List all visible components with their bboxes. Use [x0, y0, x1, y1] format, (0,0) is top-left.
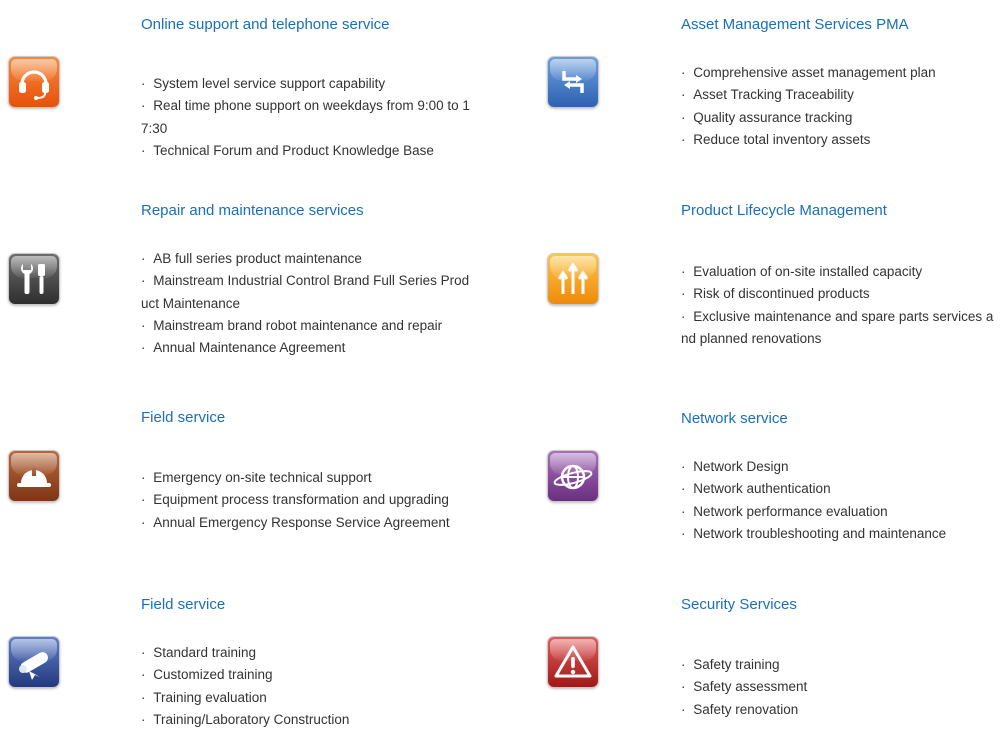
service-item-list — [681, 654, 996, 721]
list-item: · Mainstream brand robot maintenance and repair — [141, 315, 471, 337]
service-title: Repair and maintenance services — [141, 202, 364, 219]
tools-icon — [9, 254, 59, 304]
list-item: · Reduce total inventory assets — [681, 129, 996, 151]
list-item: · Equipment process transformation and upgrading — [141, 489, 471, 511]
service-title: Asset Management Services PMA — [681, 16, 909, 33]
list-item: · Network authentication — [681, 478, 996, 500]
service-title: Field service — [141, 409, 226, 426]
service-item-list — [141, 467, 471, 534]
headset-icon — [9, 57, 59, 107]
service-title: Network service — [681, 410, 788, 427]
list-item: · Network troubleshooting and maintenance — [681, 523, 996, 545]
list-item: · Standard training — [141, 642, 471, 664]
list-item: · System level service support capability — [141, 73, 471, 95]
service-item-list — [141, 73, 471, 162]
service-title: Product Lifecycle Management — [681, 202, 887, 219]
globe-network-icon — [548, 451, 598, 501]
list-item: · Network performance evaluation — [681, 501, 996, 523]
service-title: Field service — [141, 596, 226, 613]
growth-arrows-icon — [548, 254, 598, 304]
list-item: · Quality assurance tracking — [681, 107, 996, 129]
service-title: Online support and telephone service — [141, 16, 390, 33]
list-item: · Customized training — [141, 664, 471, 686]
list-item: · Annual Emergency Response Service Agreement — [141, 512, 471, 534]
list-item: · AB full series product maintenance — [141, 248, 471, 270]
list-item: · Evaluation of on-site installed capacity — [681, 261, 999, 283]
list-item: · Network Design — [681, 456, 996, 478]
service-item-list — [141, 642, 471, 731]
list-item: · Asset Tracking Traceability — [681, 84, 996, 106]
list-item: · Exclusive maintenance and spare parts services and planned renovations — [681, 306, 999, 351]
hard-hat-icon — [9, 451, 59, 501]
list-item: · Risk of discontinued products — [681, 283, 999, 305]
list-item: · Mainstream Industrial Control Brand Full Series Product Maintenance — [141, 270, 471, 315]
list-item: · Training evaluation — [141, 687, 471, 709]
list-item: · Comprehensive asset management plan — [681, 62, 996, 84]
service-item-list — [681, 62, 996, 151]
list-item: · Emergency on-site technical support — [141, 467, 471, 489]
list-item: · Safety assessment — [681, 676, 996, 698]
service-item-list — [141, 248, 471, 359]
service-item-list — [681, 261, 999, 350]
list-item: · Annual Maintenance Agreement — [141, 337, 471, 359]
diploma-scroll-icon — [9, 637, 59, 687]
service-item-list — [681, 456, 996, 545]
list-item: · Technical Forum and Product Knowledge Base — [141, 140, 471, 162]
service-title: Security Services — [681, 596, 797, 613]
asset-transfer-icon — [548, 57, 598, 107]
list-item: · Real time phone support on weekdays from 9:00 to 17:30 — [141, 95, 471, 140]
list-item: · Safety training — [681, 654, 996, 676]
list-item: · Safety renovation — [681, 699, 996, 721]
list-item: · Training/Laboratory Construction — [141, 709, 471, 731]
warning-triangle-icon — [548, 637, 598, 687]
